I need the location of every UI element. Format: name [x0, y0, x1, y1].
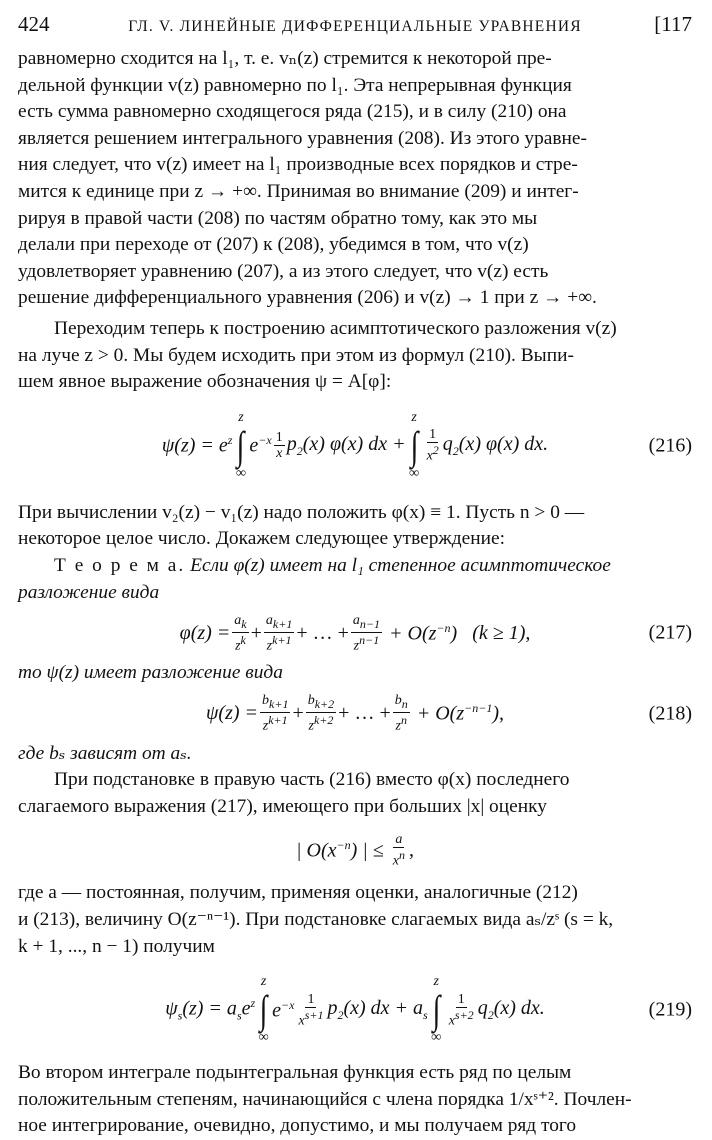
equation-condition: (k ≥ 1),: [472, 621, 531, 644]
equation-number: (216): [648, 434, 692, 457]
text-line: Во втором интеграле подынтегральная функция есть ряд по целым: [18, 1062, 572, 1084]
equation-body: φ(z) = $\frac{a_k}{z^k}$ + $\frac{a_{k+1}}{z^{k+1}}$ + … + $\frac{a_{n-1}}{z^{n-1}}$ + $O(z^{-n})$ (k ≥ 1),: [179, 612, 531, 654]
theorem-label: Т е о р е м а.: [54, 554, 186, 576]
running-header: [18, 12, 692, 46]
equation-218: [18, 687, 692, 741]
text-line: При вычислении v₂(z) − v₁(z) надо положить φ(x) ≡ 1. Пусть n > 0 —: [18, 501, 585, 523]
equation-body: $\psi_s(z) = a_se^z$ z ∫ ∞ $e^{-x}$ $\frac{1}{x^{s+1}}$ $p_2(x)$ dx + $a_s$ z ∫ ∞ $\frac{1}{x^{s+2}}$ $q_2(x)$ dx.: [165, 974, 545, 1046]
text-line: k + 1, ..., n − 1) получим: [18, 935, 215, 957]
text-line: Переходим теперь к построению асимптотического разложения v(z): [54, 317, 617, 339]
paragraph-3: [18, 500, 692, 553]
text-line: и (213), величину O(z⁻ⁿ⁻¹). При подстановке слагаемых вида aₛ/zˢ (s = k,: [18, 909, 614, 931]
text-line: дельной функции v(z) равномерно по l₁. Эта непрерывная функция: [18, 74, 572, 96]
text-line: мится к единице при z → +∞. Принимая во внимание (209) и интег-: [18, 180, 579, 202]
text-line: ния следует, что v(z) имеет на l₁ производные всех порядков и стре-: [18, 154, 578, 176]
theorem-text: Если φ(z) имеет на l₁ степенное асимптотическое: [190, 554, 611, 576]
text-line: есть сумма равномерно сходящегося ряда (215), и в силу (210) она: [18, 101, 567, 123]
paragraph-4: [18, 767, 692, 820]
theorem-text: разложение вида: [18, 581, 160, 603]
text-line: слагаемого выражения (217), имеющего при больших |x| оценку: [18, 795, 547, 817]
paragraph-1: [18, 46, 692, 312]
equation-number: (219): [648, 998, 692, 1021]
paragraph-6: [18, 1060, 692, 1140]
text-line: где a — постоянная, получим, применяя оценки, аналогичные (212): [18, 882, 578, 904]
page-number: 424: [18, 12, 50, 36]
text-line: является решением интегрального уравнения (208). Из этого уравне-: [18, 127, 587, 149]
equation-number: (218): [648, 702, 692, 725]
chapter-title: ГЛ. V. ЛИНЕЙНЫЕ ДИФФЕРЕНЦИАЛЬНЫЕ УРАВНЕНИЯ: [128, 18, 582, 35]
theorem: [18, 553, 692, 606]
equation-217: [18, 606, 692, 660]
paragraph-2: [18, 316, 692, 396]
equation-body: | $O(x^{-n})$ | ≤ $\frac{a}{x^n}$ ,: [296, 832, 414, 869]
text-line: При подстановке в правую часть (216) вместо φ(x) последнего: [54, 769, 570, 791]
text-line: удовлетворяет уравнению (207), а из этого следует, что v(z) есть: [18, 260, 549, 282]
theorem-text: то ψ(z) имеет разложение вида: [18, 662, 283, 684]
text-line: делали при переходе от (207) к (208), убедимся в том, что v(z): [18, 234, 529, 256]
equation-body: $\psi(z) = e^z$ z ∫ ∞ $e^{-x}$ $\frac{1}{x}$ $p_2(x)$ φ(x) dx + z ∫ ∞ $\frac{1}{x^2}$ $q_2(x)$ φ(x) dx.: [161, 409, 549, 481]
equation-219: [18, 960, 692, 1060]
text-line: ное интегрирование, очевидно, допустимо, и мы получаем ряд того: [18, 1115, 577, 1137]
text-line: решение дифференциального уравнения (206) и v(z) → 1 при z → +∞.: [18, 287, 597, 309]
equation-body: ψ(z) = $\frac{b_{k+1}}{z^{k+1}}$ + $\frac{b_{k+2}}{z^{k+2}}$ + … + $\frac{b_n}{z^n}$ + $O(z^{-n-1})$,: [205, 693, 504, 734]
text-line: положительным степеням, начинающийся с члена порядка 1/xˢ⁺². Почлен-: [18, 1088, 632, 1110]
text-line: на луче z > 0. Мы будем исходить при этом из формул (210). Выпи-: [18, 344, 574, 366]
text-line: равномерно сходится на l₁, т. е. vₙ(z) стремится к некоторой пре-: [18, 48, 552, 69]
paragraph-5: [18, 880, 692, 960]
text-line: некоторое целое число. Докажем следующее утверждение:: [18, 528, 506, 550]
text-line: шем явное выражение обозначения ψ = A[φ]:: [18, 371, 392, 393]
equation-number: (217): [648, 621, 692, 644]
equation-216: [18, 396, 692, 496]
text-line: рируя в правой части (208) по частям обратно тому, как это мы: [18, 207, 538, 229]
estimate-equation: [18, 820, 692, 880]
section-number: [117: [654, 12, 692, 36]
theorem-text: где bₛ зависят от aₛ.: [18, 742, 192, 764]
